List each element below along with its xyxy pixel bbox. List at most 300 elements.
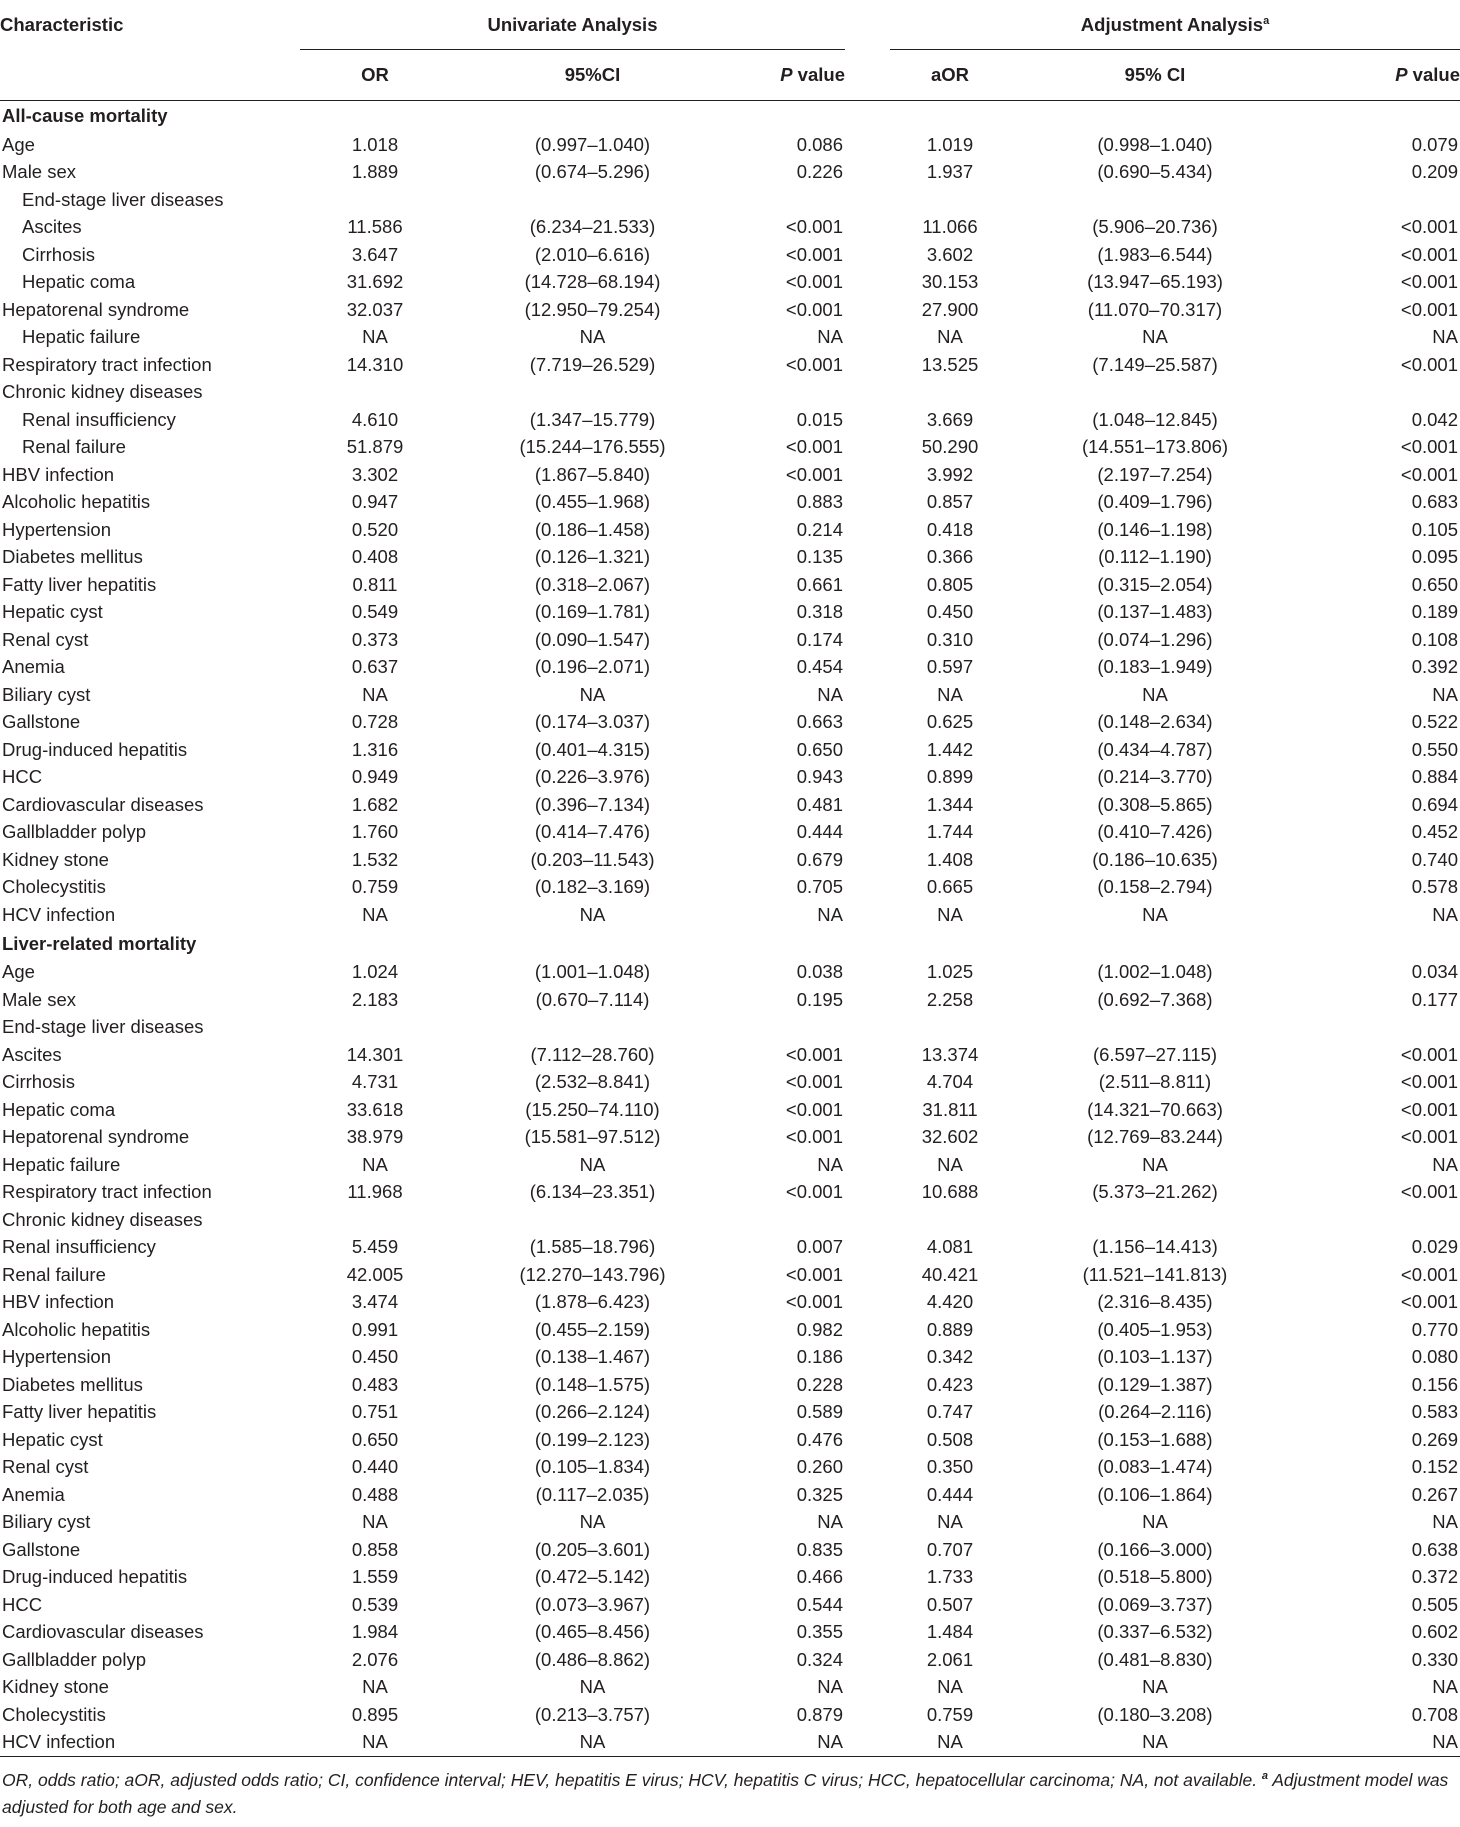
row-ci: (0.414–7.476) — [534, 821, 651, 843]
row-ap-value: <0.001 — [1400, 463, 1458, 485]
row-gap — [845, 1289, 890, 1317]
row-aci: (5.906–20.736) — [1092, 216, 1218, 238]
row-ci: (0.138–1.467) — [534, 1346, 651, 1368]
row-characteristic: Hepatic failure — [22, 326, 141, 348]
row-aci: (7.149–25.587) — [1092, 353, 1218, 375]
section-title: Liver-related mortality — [2, 932, 197, 954]
row-gap — [845, 351, 890, 379]
row-ap-value: 0.108 — [1411, 628, 1458, 650]
row-ap-value: <0.001 — [1400, 1263, 1458, 1285]
row-or: 0.637 — [351, 656, 399, 678]
row-aci: (0.481–8.830) — [1097, 1648, 1213, 1670]
row-gap — [845, 159, 890, 187]
row-ap-value: <0.001 — [1400, 1126, 1458, 1148]
row-gap — [845, 269, 890, 297]
table-row — [0, 544, 1460, 572]
row-characteristic: Gallbladder polyp — [2, 821, 146, 843]
row-ap-value: 0.683 — [1411, 491, 1458, 513]
row-gap — [845, 1674, 890, 1702]
row-aci: (0.103–1.137) — [1097, 1346, 1213, 1368]
row-characteristic: Diabetes mellitus — [2, 546, 143, 568]
row-ap-value: NA — [1432, 1731, 1458, 1753]
row-ci: (0.205–3.601) — [534, 1538, 651, 1560]
header-blank — [0, 50, 300, 101]
row-characteristic: Anemia — [2, 1483, 65, 1505]
row-ap-value: <0.001 — [1400, 271, 1458, 293]
row-characteristic: Hepatic coma — [22, 271, 136, 293]
row-or: 0.751 — [351, 1401, 399, 1423]
row-or: 0.947 — [351, 491, 399, 513]
row-characteristic: Alcoholic hepatitis — [2, 491, 151, 513]
table-row — [0, 654, 1460, 682]
row-aci — [1010, 186, 1300, 214]
row-aor: 0.418 — [926, 518, 974, 540]
row-ci: (0.266–2.124) — [534, 1401, 651, 1423]
row-p-value: 0.228 — [796, 1373, 843, 1395]
row-ap-value: NA — [1432, 1511, 1458, 1533]
row-characteristic: Gallstone — [2, 1538, 81, 1560]
row-aci: (0.106–1.864) — [1097, 1483, 1213, 1505]
row-aor: 11.066 — [922, 216, 978, 238]
row-p-value: NA — [817, 683, 843, 705]
table-row — [0, 959, 1460, 987]
row-p-value: 0.705 — [796, 876, 843, 898]
row-aor: 0.665 — [926, 876, 974, 898]
table-row — [0, 736, 1460, 764]
row-aci: (14.551–173.806) — [1081, 436, 1229, 458]
row-gap — [845, 544, 890, 572]
row-p-value: NA — [817, 903, 843, 925]
table-row — [0, 1206, 1460, 1234]
row-p-value — [735, 379, 845, 407]
row-aor: 0.366 — [926, 546, 974, 568]
row-ap-value: <0.001 — [1400, 1098, 1458, 1120]
row-gap — [845, 959, 890, 987]
row-characteristic: Anemia — [2, 656, 65, 678]
row-or: 0.408 — [351, 546, 399, 568]
row-aci — [1010, 379, 1300, 407]
row-ap-value: 0.095 — [1411, 546, 1458, 568]
row-gap — [845, 901, 890, 929]
row-characteristic: Cardiovascular diseases — [2, 793, 204, 815]
row-ci: (0.396–7.134) — [534, 793, 651, 815]
row-ap-value — [1300, 1206, 1460, 1234]
row-or: 0.991 — [351, 1318, 399, 1340]
row-characteristic: Fatty liver hepatitis — [2, 573, 157, 595]
row-ap-value: 0.578 — [1411, 876, 1458, 898]
row-aci: (1.983–6.544) — [1097, 243, 1213, 265]
row-ci: (0.472–5.142) — [534, 1566, 651, 1588]
row-aor: 31.811 — [922, 1098, 978, 1120]
header-gap-2 — [845, 50, 890, 101]
row-or: 2.183 — [351, 988, 399, 1010]
row-ap-value: 0.267 — [1411, 1483, 1458, 1505]
row-aor: NA — [937, 1676, 963, 1698]
row-gap — [845, 681, 890, 709]
row-or: 42.005 — [346, 1263, 404, 1285]
row-aci: (6.597–27.115) — [1092, 1043, 1218, 1065]
header-or: OR — [361, 64, 389, 85]
row-aci: NA — [1142, 1731, 1168, 1753]
table-row — [0, 461, 1460, 489]
row-gap — [845, 1454, 890, 1482]
row-or: NA — [362, 1731, 388, 1753]
row-or: 11.968 — [347, 1181, 403, 1203]
row-ci: (1.878–6.423) — [534, 1291, 651, 1313]
row-aci: (0.315–2.054) — [1097, 573, 1213, 595]
row-ap-value: 0.177 — [1411, 988, 1458, 1010]
row-characteristic: Cholecystitis — [2, 1703, 106, 1725]
row-gap — [845, 1729, 890, 1757]
row-characteristic: End-stage liver diseases — [22, 188, 224, 210]
row-or: 1.559 — [351, 1566, 399, 1588]
row-p-value: 0.186 — [796, 1346, 843, 1368]
row-aci: (0.998–1.040) — [1097, 133, 1213, 155]
row-ap-value: 0.740 — [1411, 848, 1458, 870]
row-aci: (5.373–21.262) — [1092, 1181, 1218, 1203]
table-row — [0, 1674, 1460, 1702]
table-row — [0, 571, 1460, 599]
row-characteristic: Renal failure — [2, 1263, 106, 1285]
row-aci: (2.197–7.254) — [1097, 463, 1213, 485]
row-aci — [1010, 1014, 1300, 1042]
row-p-value: <0.001 — [785, 1098, 843, 1120]
row-ap-value: 0.884 — [1411, 766, 1458, 788]
row-ci — [450, 379, 735, 407]
row-characteristic: HCV infection — [2, 1731, 116, 1753]
row-p-value: 0.007 — [796, 1236, 843, 1258]
row-p-value: 0.982 — [796, 1318, 843, 1340]
row-characteristic: Chronic kidney diseases — [2, 381, 203, 403]
table-row — [0, 1344, 1460, 1372]
row-or: 32.037 — [346, 298, 404, 320]
row-ap-value: 0.189 — [1411, 601, 1458, 623]
row-gap — [845, 131, 890, 159]
row-ap-value — [1300, 186, 1460, 214]
row-p-value: 0.214 — [796, 518, 843, 540]
row-gap — [845, 1179, 890, 1207]
row-p-value: <0.001 — [785, 1071, 843, 1093]
row-ap-value: 0.602 — [1411, 1621, 1458, 1643]
row-ci: (2.532–8.841) — [534, 1071, 651, 1093]
row-gap — [845, 1344, 890, 1372]
row-ci — [450, 1014, 735, 1042]
row-ci: (2.010–6.616) — [534, 243, 651, 265]
row-aor: 50.290 — [921, 436, 979, 458]
row-ap-value: 0.522 — [1411, 711, 1458, 733]
row-aci: (13.947–65.193) — [1087, 271, 1223, 293]
row-or: 0.440 — [351, 1456, 399, 1478]
row-aci: (11.070–70.317) — [1087, 298, 1223, 320]
row-p-value: 0.835 — [796, 1538, 843, 1560]
row-characteristic: Hepatorenal syndrome — [2, 1126, 190, 1148]
row-gap — [845, 1426, 890, 1454]
row-aci: (0.166–3.000) — [1097, 1538, 1213, 1560]
row-ci: (0.073–3.967) — [534, 1593, 651, 1615]
row-p-value: 0.325 — [796, 1483, 843, 1505]
row-aor: NA — [937, 1731, 963, 1753]
row-ci: (1.001–1.048) — [534, 961, 651, 983]
row-characteristic: Ascites — [2, 1043, 62, 1065]
row-ci: NA — [579, 1731, 606, 1753]
row-ci — [450, 186, 735, 214]
row-ci: (0.455–2.159) — [534, 1318, 651, 1340]
table-body — [0, 101, 1460, 1757]
row-aor: 2.061 — [926, 1648, 974, 1670]
table-row — [0, 764, 1460, 792]
header-ci: 95%CI — [564, 64, 621, 85]
row-ap-value: 0.452 — [1411, 821, 1458, 843]
footnote-text: OR, odds ratio; aOR, adjusted odds ratio; CI, confidence interval; HEV, hepatitis E virus; HCV, hepatitis C virus; HCC, hepatocellular carcinoma; NA, not available. — [2, 1769, 1262, 1790]
row-aci: (0.434–4.787) — [1097, 738, 1213, 760]
row-characteristic: Hepatic cyst — [2, 1428, 103, 1450]
table-row — [0, 1014, 1460, 1042]
table-row — [0, 626, 1460, 654]
row-aci: (0.308–5.865) — [1097, 793, 1213, 815]
row-p-value: 0.544 — [796, 1593, 843, 1615]
row-aci: (2.511–8.811) — [1098, 1071, 1212, 1093]
row-p-value: 0.663 — [796, 711, 843, 733]
table-row — [0, 1619, 1460, 1647]
row-or: NA — [362, 1153, 388, 1175]
row-characteristic: Age — [2, 133, 35, 155]
row-p-value: 0.324 — [796, 1648, 843, 1670]
row-aor: 1.344 — [926, 793, 974, 815]
row-ap-value: <0.001 — [1400, 1043, 1458, 1065]
row-characteristic: Hypertension — [2, 518, 112, 540]
row-aci: NA — [1142, 903, 1168, 925]
row-aor: 40.421 — [921, 1263, 979, 1285]
row-aor: 0.450 — [926, 601, 974, 623]
row-ap-value: NA — [1432, 683, 1458, 705]
row-or: 3.647 — [351, 243, 399, 265]
row-or: 4.610 — [351, 408, 399, 430]
row-or: 1.532 — [351, 848, 399, 870]
row-aor: 1.937 — [926, 161, 974, 183]
table-row — [0, 1124, 1460, 1152]
row-gap — [845, 1481, 890, 1509]
row-ci: (0.196–2.071) — [534, 656, 651, 678]
row-aor: 0.508 — [926, 1428, 974, 1450]
row-ap-value: <0.001 — [1400, 1181, 1458, 1203]
row-p-value: <0.001 — [785, 463, 843, 485]
row-aci: (0.112–1.190) — [1098, 546, 1212, 568]
row-ap-value: <0.001 — [1400, 243, 1458, 265]
footnote-note: Adjustment model was adjusted for both age and sex. — [2, 1769, 1449, 1817]
row-p-value: 0.650 — [796, 738, 843, 760]
row-ap-value: 0.269 — [1411, 1428, 1458, 1450]
row-ci: (0.174–3.037) — [534, 711, 651, 733]
row-gap — [845, 461, 890, 489]
row-aor: 0.444 — [926, 1483, 974, 1505]
table-row — [0, 186, 1460, 214]
row-ci: NA — [579, 683, 606, 705]
row-aor: 1.484 — [926, 1621, 974, 1643]
row-gap — [845, 1069, 890, 1097]
row-gap — [845, 654, 890, 682]
row-p-value: 0.038 — [796, 961, 843, 983]
table-row — [0, 1289, 1460, 1317]
row-aor: 1.744 — [926, 821, 974, 843]
row-aor: 3.602 — [926, 243, 974, 265]
row-or: 14.310 — [346, 353, 404, 375]
row-gap — [845, 1151, 890, 1179]
row-gap — [845, 709, 890, 737]
row-ci: (15.581–97.512) — [524, 1126, 661, 1148]
row-gap — [845, 764, 890, 792]
row-aci: (0.409–1.796) — [1097, 491, 1213, 513]
table-row — [0, 131, 1460, 159]
row-or: 0.373 — [351, 628, 399, 650]
row-or: 11.586 — [347, 216, 403, 238]
row-p-value: 0.466 — [796, 1566, 843, 1588]
row-ci: (0.169–1.781) — [534, 601, 651, 623]
table-row — [0, 1564, 1460, 1592]
row-characteristic: Renal insufficiency — [2, 1236, 156, 1258]
row-gap — [845, 186, 890, 214]
row-characteristic: Respiratory tract infection — [2, 1181, 212, 1203]
table-row — [0, 1316, 1460, 1344]
row-aci: NA — [1142, 326, 1168, 348]
row-characteristic: End-stage liver diseases — [2, 1016, 204, 1038]
row-or: 0.811 — [352, 573, 398, 595]
row-aci: (1.048–12.845) — [1092, 408, 1218, 430]
row-characteristic: Hypertension — [2, 1346, 112, 1368]
row-ci: (14.728–68.194) — [524, 271, 661, 293]
row-characteristic: Renal failure — [22, 436, 126, 458]
row-characteristic: Renal cyst — [2, 1456, 89, 1478]
row-ap-value: 0.042 — [1411, 408, 1458, 430]
row-aor: 0.759 — [926, 1703, 974, 1725]
row-aor: NA — [937, 903, 963, 925]
row-p-value: 0.454 — [796, 656, 843, 678]
row-or: NA — [362, 903, 388, 925]
row-aci: (0.405–1.953) — [1097, 1318, 1213, 1340]
row-aci: (0.069–3.737) — [1097, 1593, 1213, 1615]
row-gap — [845, 324, 890, 352]
row-aci — [1010, 1206, 1300, 1234]
row-characteristic: Hepatorenal syndrome — [2, 298, 190, 320]
row-p-value: 0.086 — [796, 133, 843, 155]
header-ap-italic: P — [1395, 64, 1408, 85]
table-row — [0, 1591, 1460, 1619]
table-row — [0, 1371, 1460, 1399]
table-row — [0, 1509, 1460, 1537]
row-characteristic: Ascites — [22, 216, 82, 238]
row-ap-value: <0.001 — [1400, 1071, 1458, 1093]
row-characteristic: Kidney stone — [2, 848, 109, 870]
row-aci: NA — [1142, 1153, 1168, 1175]
row-aor: 0.857 — [926, 491, 974, 513]
row-gap — [845, 241, 890, 269]
row-ci: (15.250–74.110) — [525, 1098, 660, 1120]
table-row — [0, 1701, 1460, 1729]
row-ap-value — [1300, 379, 1460, 407]
row-ci: (0.213–3.757) — [534, 1703, 651, 1725]
univariate-rule — [300, 49, 845, 50]
table-row — [0, 1234, 1460, 1262]
row-aci: (0.264–2.116) — [1098, 1401, 1212, 1423]
row-gap — [845, 1591, 890, 1619]
row-p-value: NA — [817, 1153, 843, 1175]
row-gap — [845, 489, 890, 517]
row-aci: (0.148–2.634) — [1097, 711, 1213, 733]
row-ap-value: 0.372 — [1411, 1566, 1458, 1588]
row-aci: NA — [1142, 1511, 1168, 1533]
row-aci: (0.158–2.794) — [1097, 876, 1213, 898]
row-aci: (1.002–1.048) — [1097, 961, 1213, 983]
row-aor — [890, 1014, 1010, 1042]
row-gap — [845, 1261, 890, 1289]
row-p-value: NA — [817, 1731, 843, 1753]
row-ci: NA — [579, 326, 606, 348]
section-header — [0, 101, 1460, 132]
row-aor: 0.747 — [926, 1401, 974, 1423]
table-row — [0, 214, 1460, 242]
row-characteristic: Cirrhosis — [22, 243, 95, 265]
row-aor — [890, 186, 1010, 214]
row-ci: (0.486–8.862) — [534, 1648, 651, 1670]
row-ci: (6.134–23.351) — [529, 1181, 656, 1203]
row-characteristic: Fatty liver hepatitis — [2, 1401, 157, 1423]
row-gap — [845, 296, 890, 324]
table-row — [0, 241, 1460, 269]
row-ap-value: 0.034 — [1411, 961, 1458, 983]
row-ap-value: 0.152 — [1411, 1456, 1458, 1478]
row-ci: (0.997–1.040) — [534, 133, 651, 155]
table-header — [0, 0, 1460, 101]
table-row — [0, 819, 1460, 847]
row-ap-value: 0.650 — [1411, 573, 1458, 595]
row-aci: (12.769–83.244) — [1087, 1126, 1223, 1148]
row-p-value: 0.943 — [796, 766, 843, 788]
row-gap — [845, 434, 890, 462]
table-row — [0, 1069, 1460, 1097]
table-row — [0, 1454, 1460, 1482]
row-ci: (0.117–2.035) — [535, 1483, 650, 1505]
row-characteristic: Cholecystitis — [2, 876, 106, 898]
row-ci: (1.585–18.796) — [529, 1236, 656, 1258]
row-aor: 1.408 — [926, 848, 974, 870]
header-gap — [845, 0, 890, 50]
header-adjustment — [890, 0, 1460, 50]
row-ap-value: <0.001 — [1400, 298, 1458, 320]
adjustment-rule — [890, 49, 1460, 50]
table-footnote — [0, 1757, 1460, 1821]
row-p-value — [735, 1014, 845, 1042]
row-ci: (7.719–26.529) — [529, 353, 656, 375]
table-row — [0, 1151, 1460, 1179]
row-ci: (1.347–15.779) — [529, 408, 656, 430]
table-row — [0, 791, 1460, 819]
header-adjustment-sup: a — [1263, 14, 1270, 27]
row-aor: 0.707 — [926, 1538, 974, 1560]
row-or: 1.984 — [351, 1621, 399, 1643]
row-ci: (0.203–11.543) — [530, 848, 655, 870]
table-row — [0, 1096, 1460, 1124]
row-ci: (0.670–7.114) — [535, 988, 650, 1010]
row-p-value: 0.015 — [796, 408, 843, 430]
table-row — [0, 516, 1460, 544]
table-row — [0, 1426, 1460, 1454]
row-aor: 1.019 — [926, 133, 974, 155]
row-or: 51.879 — [346, 436, 404, 458]
row-characteristic: Gallbladder polyp — [2, 1648, 146, 1670]
row-aor: 32.602 — [921, 1126, 979, 1148]
row-p-value: 0.679 — [796, 848, 843, 870]
row-or: 1.682 — [351, 793, 399, 815]
table-row — [0, 599, 1460, 627]
